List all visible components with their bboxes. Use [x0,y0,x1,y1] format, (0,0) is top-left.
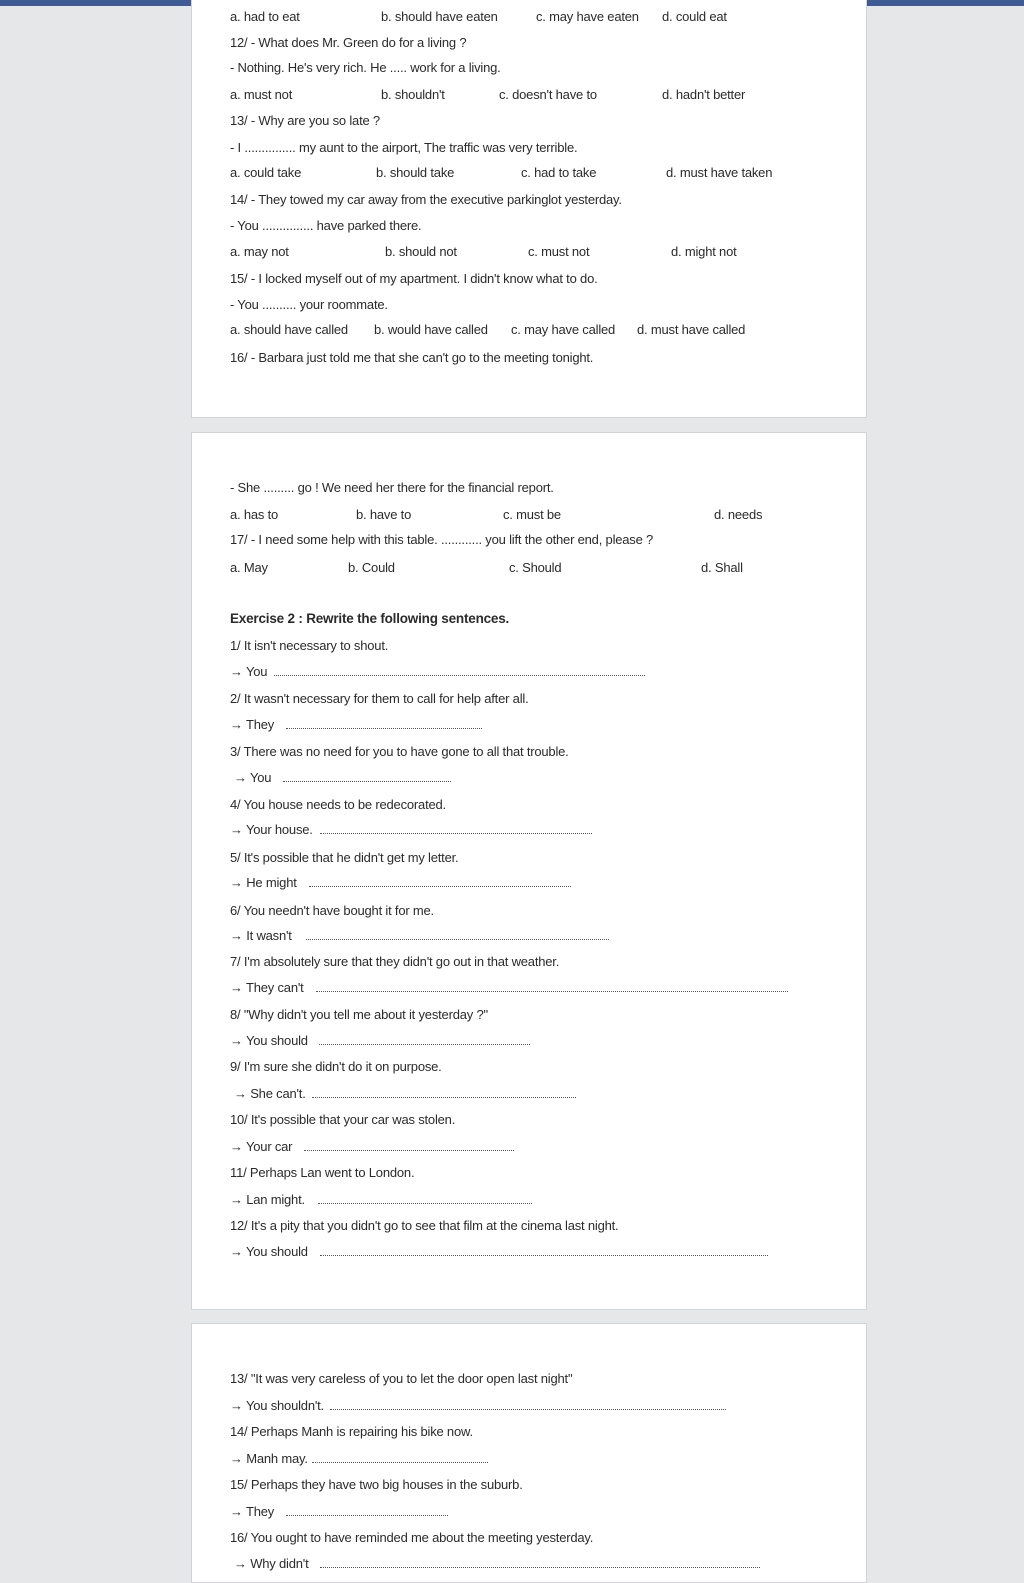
q16-prompt: 16/ - Barbara just told me that she can't go to the meeting tonight. [230,350,594,365]
rewrite-11-sentence: 11/ Perhaps Lan went to London. [230,1165,415,1180]
rewrite-1-answer-line [274,674,645,676]
q13-prompt: 13/ - Why are you so late ? [230,113,380,128]
q16-option-a: a. has to [230,507,279,522]
rewrite-4-answer-line [320,832,592,834]
q14-option-c: c. must not [528,244,590,259]
rewrite-2-start: → They [230,717,275,732]
rewrite-6-start: → It wasn't [230,928,292,943]
q15-option-d: d. must have called [637,322,746,337]
rewrite-7-answer-line [316,990,788,992]
q15-prompt: 15/ - I locked myself out of my apartment. I didn't know what to do. [230,271,598,286]
q17-option-d: d. Shall [701,560,743,575]
q13-reply: - I ............... my aunt to the airport, The traffic was very terrible. [230,140,578,155]
q12-option-a: a. must not [230,87,293,102]
rewrite-3-start: → You [234,770,272,785]
rewrite-15-start: → They [230,1504,275,1519]
rewrite-8-sentence: 8/ "Why didn't you tell me about it yesterday ?" [230,1007,488,1022]
rewrite-10-sentence: 10/ It's possible that your car was stolen. [230,1112,456,1127]
rewrite-4-sentence: 4/ You house needs to be redecorated. [230,797,446,812]
rewrite-1-start: → You [230,664,268,679]
rewrite-7-sentence: 7/ I'm absolutely sure that they didn't go out in that weather. [230,954,560,969]
q15-option-b: b. would have called [374,322,488,337]
rewrite-12-start: → You should [230,1244,308,1259]
rewrite-2-answer-line [286,727,482,729]
rewrite-6-sentence: 6/ You needn't have bought it for me. [230,903,434,918]
q14-option-a: a. may not [230,244,289,259]
rewrite-5-start: → He might [230,875,297,890]
q12-option-b: b. shouldn't [381,87,445,102]
rewrite-5-answer-line [309,885,571,887]
rewrite-12-sentence: 12/ It's a pity that you didn't go to see that film at the cinema last night. [230,1218,619,1233]
q14-option-b: b. should not [385,244,457,259]
rewrite-14-start: → Manh may. [230,1451,308,1466]
rewrite-8-start: → You should [230,1033,308,1048]
q13-option-d: d. must have taken [666,165,773,180]
rewrite-7-start: → They can't [230,980,304,995]
q11-option-a: a. had to eat [230,9,300,24]
rewrite-16-answer-line [320,1566,760,1568]
rewrite-9-sentence: 9/ I'm sure she didn't do it on purpose. [230,1059,442,1074]
exercise-2-title: Exercise 2 : Rewrite the following sentences. [230,611,510,626]
rewrite-14-answer-line [312,1461,488,1463]
document-page-1 [191,0,867,418]
q17-option-b: b. Could [348,560,395,575]
rewrite-13-answer-line [330,1408,726,1410]
rewrite-3-sentence: 3/ There was no need for you to have gone to all that trouble. [230,744,569,759]
q13-option-b: b. should take [376,165,455,180]
q11-option-c: c. may have eaten [536,9,639,24]
rewrite-10-answer-line [304,1149,514,1151]
rewrite-10-start: → Your car [230,1139,293,1154]
q14-option-d: d. might not [671,244,737,259]
rewrite-12-answer-line [320,1254,768,1256]
rewrite-15-answer-line [286,1514,448,1516]
q12-reply: - Nothing. He's very rich. He ..... work for a living. [230,60,501,75]
q16-reply: - She ......... go ! We need her there for the financial report. [230,480,554,495]
rewrite-11-answer-line [318,1202,532,1204]
rewrite-13-start: → You shouldn't. [230,1398,324,1413]
rewrite-9-start: → She can't. [234,1086,306,1101]
q17-prompt: 17/ - I need some help with this table. ............ you lift the other end, please ? [230,532,654,547]
q11-option-d: d. could eat [662,9,727,24]
document-page-2 [191,432,867,1310]
q12-prompt: 12/ - What does Mr. Green do for a living ? [230,35,467,50]
rewrite-4-start: → Your house. [230,822,313,837]
rewrite-6-answer-line [306,938,609,940]
rewrite-2-sentence: 2/ It wasn't necessary for them to call for help after all. [230,691,529,706]
rewrite-15-sentence: 15/ Perhaps they have two big houses in the suburb. [230,1477,523,1492]
rewrite-14-sentence: 14/ Perhaps Manh is repairing his bike now. [230,1424,473,1439]
q15-option-a: a. should have called [230,322,348,337]
rewrite-1-sentence: 1/ It isn't necessary to shout. [230,638,389,653]
rewrite-3-answer-line [283,780,451,782]
q16-option-c: c. must be [503,507,561,522]
q11-option-b: b. should have eaten [381,9,498,24]
rewrite-9-answer-line [312,1096,576,1098]
rewrite-13-sentence: 13/ "It was very careless of you to let the door open last night" [230,1371,573,1386]
q15-reply: - You .......... your roommate. [230,297,388,312]
rewrite-5-sentence: 5/ It's possible that he didn't get my letter. [230,850,459,865]
q17-option-a: a. May [230,560,268,575]
q12-option-d: d. hadn't better [662,87,746,102]
q13-option-c: c. had to take [521,165,597,180]
document-page-3 [191,1323,867,1583]
q13-option-a: a. could take [230,165,302,180]
q16-option-d: d. needs [714,507,763,522]
q17-option-c: c. Should [509,560,562,575]
rewrite-16-sentence: 16/ You ought to have reminded me about the meeting yesterday. [230,1530,594,1545]
rewrite-16-start: → Why didn't [234,1556,309,1571]
rewrite-11-start: → Lan might. [230,1192,305,1207]
rewrite-8-answer-line [319,1043,530,1045]
q15-option-c: c. may have called [511,322,616,337]
q14-prompt: 14/ - They towed my car away from the executive parkinglot yesterday. [230,192,622,207]
q16-option-b: b. have to [356,507,412,522]
q14-reply: - You ............... have parked there. [230,218,422,233]
q12-option-c: c. doesn't have to [499,87,597,102]
